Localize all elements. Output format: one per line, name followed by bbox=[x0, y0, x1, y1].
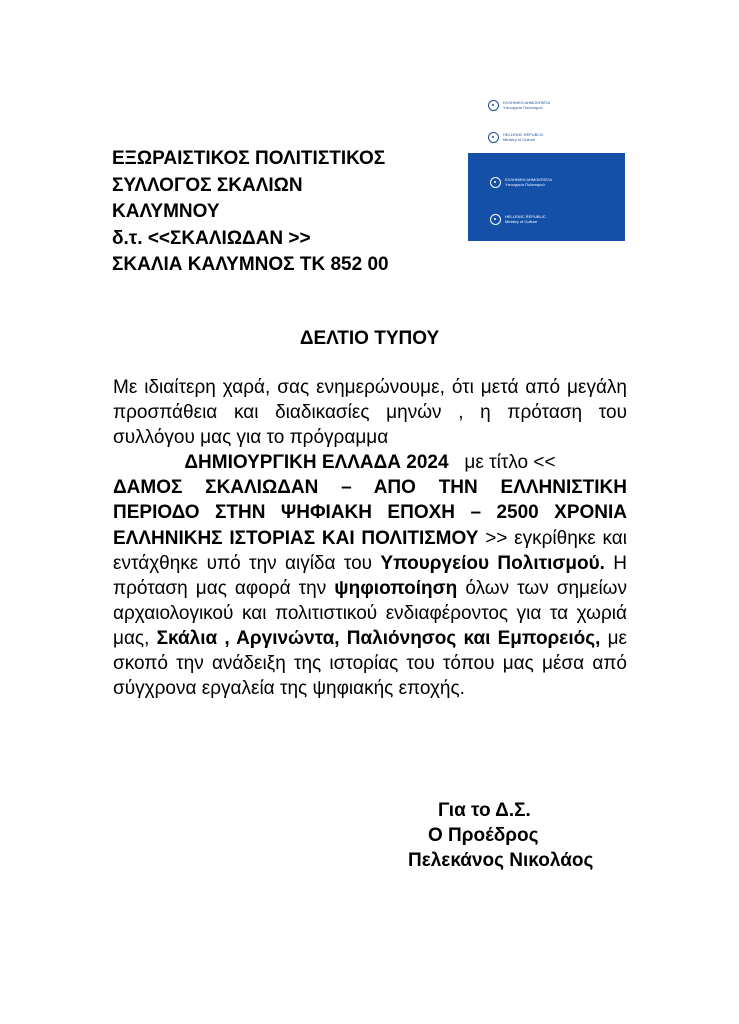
village-names: Σκάλια , Αργινώντα, Παλιόνησος και Εμπορειός, bbox=[156, 627, 601, 649]
ministry-name: Υπουργείου Πολιτισμού. bbox=[380, 552, 605, 574]
logo-line: Υπουργείο Πολιτισμού bbox=[503, 105, 543, 110]
ministry-logo-english-inverse bbox=[490, 212, 546, 226]
emblem-icon bbox=[490, 177, 501, 188]
logo-line: Ministry of Culture bbox=[505, 219, 538, 224]
logo-line: Υπουργείο Πολιτισμού bbox=[505, 182, 545, 187]
sender-address bbox=[112, 146, 389, 279]
body-text-4: όλων των σημείων αρχαιολογικού και πολιτιστικού ενδιαφέροντος για τα χωριά μας, bbox=[113, 577, 628, 649]
sender-line-2: ΣΥΛΛΟΓΟΣ ΣΚΑΛΙΩΝ bbox=[112, 174, 303, 196]
emblem-icon bbox=[490, 214, 501, 225]
press-release-body bbox=[113, 375, 627, 701]
logo-line: HELLENIC REPUBLIC bbox=[505, 214, 546, 219]
signature-block bbox=[400, 798, 593, 873]
title-intro: με τίτλο << bbox=[464, 452, 556, 474]
emblem-icon bbox=[488, 100, 499, 111]
program-line bbox=[113, 450, 627, 475]
logo-line: ΕΛΛΗΝΙΚΗ ΔΗΜΟΚΡΑΤΙΑ bbox=[503, 100, 550, 105]
ministry-logo-greek-inverse bbox=[490, 175, 552, 189]
ministry-logo-english bbox=[488, 130, 550, 144]
body-text-5: με σκοπό την ανάδειξη της ιστορίας του τόπου μας μέσα από σύγχρονα εργαλεία της ψηφιακής εποχής. bbox=[113, 627, 628, 700]
document-title: ΔΕΛΤΙΟ ΤΥΠΟΥ bbox=[299, 328, 440, 349]
logo-line: HELLENIC REPUBLIC bbox=[503, 132, 544, 137]
sender-line-5: ΣΚΑΛΙΑ ΚΑΛΥΜΝΟΣ ΤΚ 852 00 bbox=[112, 254, 389, 275]
project-title: ΔΑΜΟΣ ΣΚΑΛΙΩΔΑΝ – ΑΠΟ ΤΗΝ ΕΛΛΗΝΙΣΤΙΚΗ ΠΕΡΙΟΔΟ ΣΤΗΝ ΨΗΦΙΑΚΗ ΕΠΟΧΗ – 2500 ΧΡΟΝΙΑ ΕΛΛΗΝΙΚΗΣ ΙΣΤΟΡΙΑΣ ΚΑΙ ΠΟΛΙΤΙΣΜΟΥ bbox=[113, 477, 627, 549]
sender-line-4: δ.τ. <<ΣΚΑΛΙΩΔΑΝ >> bbox=[112, 227, 311, 249]
signature-line-3: Πελεκάνος Νικολάος bbox=[408, 850, 594, 871]
program-name: ΔΗΜΙΟΥΡΓΙΚΗ ΕΛΛΑΔΑ 2024 bbox=[184, 452, 449, 474]
logo-line: Ministry of Culture bbox=[503, 137, 536, 142]
ministry-logo-box bbox=[468, 153, 625, 241]
signature-line-1: Για το Δ.Σ. bbox=[438, 800, 531, 821]
body-text-3: Η πρόταση μας αφορά την bbox=[113, 552, 628, 599]
logo-line: ΕΛΛΗΝΙΚΗ ΔΗΜΟΚΡΑΤΙΑ bbox=[505, 177, 552, 182]
body-text-2: >> εγκρίθηκε και εντάχθηκε υπό την αιγίδα του bbox=[113, 527, 628, 574]
signature-line-2: Ο Προέδρος bbox=[428, 825, 539, 846]
ministry-logo-greek bbox=[488, 98, 550, 112]
digitization-term: ψηφιοποίηση bbox=[334, 577, 458, 599]
body-text-1: Με ιδιαίτερη χαρά, σας ενημερώνουμε, ότι μετά από μεγάλη προσπάθεια και διαδικασίες μηνών , η πρόταση του συλλόγου μας για το πρόγραμμα bbox=[113, 377, 627, 449]
sender-line-3: ΚΑΛΥΜΝΟΥ bbox=[112, 201, 220, 222]
emblem-icon bbox=[488, 132, 499, 143]
sender-line-1: ΕΞΩΡΑΙΣΤΙΚΟΣ ΠΟΛΙΤΙΣΤΙΚΟΣ bbox=[112, 148, 386, 169]
